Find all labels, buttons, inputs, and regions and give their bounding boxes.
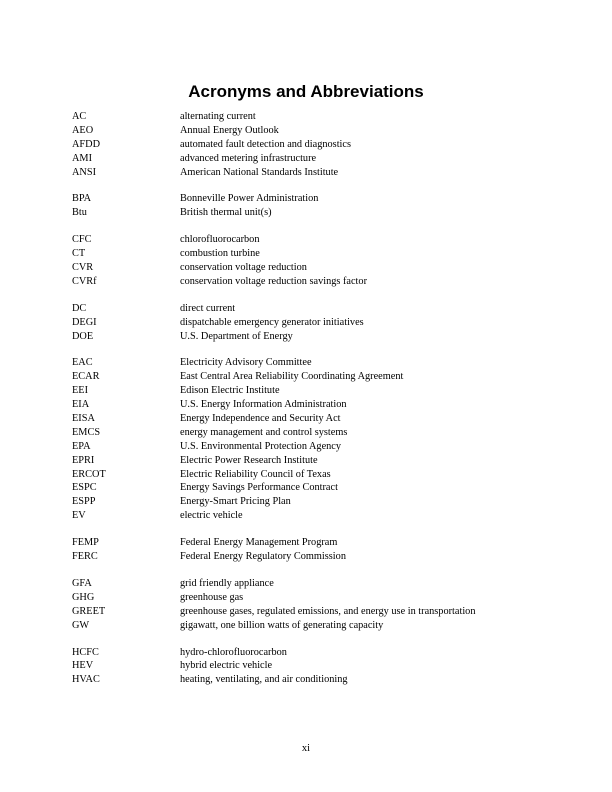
acronym-term: EEI bbox=[72, 385, 89, 397]
acronym-row bbox=[72, 509, 542, 523]
acronym-row bbox=[72, 110, 542, 124]
acronym-row bbox=[72, 659, 542, 673]
acronym-term: EAC bbox=[72, 357, 93, 369]
acronym-row bbox=[72, 577, 542, 591]
acronym-term: DC bbox=[72, 302, 87, 314]
acronym-term: ESPP bbox=[72, 496, 96, 508]
acronym-row bbox=[72, 166, 542, 180]
acronym-term: HEV bbox=[72, 660, 94, 672]
acronym-term: HCFC bbox=[72, 646, 99, 658]
acronym-definition: direct current bbox=[180, 302, 236, 314]
acronym-term: BPA bbox=[72, 193, 92, 205]
acronym-row bbox=[72, 152, 542, 166]
acronym-term: AC bbox=[72, 111, 87, 122]
acronym-definition: U.S. Environmental Protection Agency bbox=[180, 440, 342, 452]
acronym-row bbox=[72, 233, 542, 247]
acronym-row bbox=[72, 370, 542, 384]
acronym-row bbox=[72, 124, 542, 138]
acronym-term: GW bbox=[72, 619, 90, 631]
acronym-definition: chlorofluorocarbon bbox=[180, 234, 260, 246]
acronym-term: CT bbox=[72, 248, 86, 260]
acronym-row bbox=[72, 330, 542, 344]
acronym-row bbox=[72, 591, 542, 605]
acronym-row bbox=[72, 454, 542, 468]
acronym-row bbox=[72, 275, 542, 289]
acronym-definition: British thermal unit(s) bbox=[180, 207, 272, 219]
acronym-row bbox=[72, 619, 542, 633]
acronym-term: EPRI bbox=[72, 454, 95, 466]
acronym-definition: Annual Energy Outlook bbox=[180, 124, 279, 136]
acronym-definition: Bonneville Power Administration bbox=[180, 193, 319, 205]
acronym-definition: Energy-Smart Pricing Plan bbox=[180, 496, 291, 508]
acronym-row bbox=[72, 426, 542, 440]
acronym-group bbox=[72, 646, 542, 688]
acronym-term: EISA bbox=[72, 413, 95, 425]
acronym-definition: conservation voltage reduction bbox=[180, 262, 307, 274]
acronym-term: EIA bbox=[72, 399, 90, 411]
acronym-definition: American National Standards Institute bbox=[180, 166, 339, 178]
acronym-definition: Energy Savings Performance Contract bbox=[180, 482, 338, 494]
acronym-row bbox=[72, 302, 542, 316]
acronym-term: EPA bbox=[72, 440, 91, 452]
acronym-group bbox=[72, 302, 542, 344]
acronym-term: FERC bbox=[72, 551, 98, 563]
acronym-group bbox=[72, 192, 542, 220]
acronym-term: GREET bbox=[72, 605, 106, 617]
acronym-term: EMCS bbox=[72, 426, 101, 438]
acronym-definition: U.S. Department of Energy bbox=[180, 330, 293, 342]
acronym-definition: Federal Energy Regulatory Commission bbox=[180, 551, 346, 563]
acronym-term: FEMP bbox=[72, 537, 99, 549]
acronym-definition: U.S. Energy Information Administration bbox=[180, 399, 347, 411]
acronym-row bbox=[72, 646, 542, 660]
acronym-definition: heating, ventilating, and air conditioning bbox=[180, 674, 348, 686]
acronym-definition: greenhouse gases, regulated emissions, and energy use in transportation bbox=[180, 605, 476, 617]
acronym-definition: East Central Area Reliability Coordinating Agreement bbox=[180, 371, 404, 383]
acronym-definition: energy management and control systems bbox=[180, 426, 348, 438]
acronym-group bbox=[72, 233, 542, 289]
acronym-row bbox=[72, 481, 542, 495]
acronym-row bbox=[72, 550, 542, 564]
acronym-definition: Federal Energy Management Program bbox=[180, 537, 338, 549]
acronym-term: CVRf bbox=[72, 275, 97, 287]
acronym-definition: Energy Independence and Security Act bbox=[180, 413, 341, 425]
acronym-row bbox=[72, 384, 542, 398]
acronym-row bbox=[72, 206, 542, 220]
acronym-row bbox=[72, 398, 542, 412]
acronym-definition: Edison Electric Institute bbox=[180, 385, 280, 397]
acronym-definition: dispatchable emergency generator initiatives bbox=[180, 316, 364, 328]
acronym-term: ERCOT bbox=[72, 468, 106, 480]
acronym-term: AFDD bbox=[72, 138, 101, 150]
acronym-row bbox=[72, 495, 542, 509]
acronym-term: ANSI bbox=[72, 166, 97, 178]
acronym-group bbox=[72, 110, 542, 179]
acronym-row bbox=[72, 605, 542, 619]
acronym-term: EV bbox=[72, 510, 86, 522]
acronym-term: GFA bbox=[72, 577, 92, 589]
acronym-definition: gigawatt, one billion watts of generating capacity bbox=[180, 619, 384, 631]
acronym-group bbox=[72, 536, 542, 564]
acronym-group bbox=[72, 577, 542, 633]
acronym-row bbox=[72, 138, 542, 152]
acronym-definition: conservation voltage reduction savings factor bbox=[180, 275, 367, 287]
acronym-row bbox=[72, 673, 542, 687]
page-number: xi bbox=[301, 743, 311, 754]
acronym-group bbox=[72, 356, 542, 523]
acronym-definition: Electric Power Research Institute bbox=[180, 454, 318, 466]
acronym-row bbox=[72, 412, 542, 426]
acronym-row bbox=[72, 192, 542, 206]
acronym-row bbox=[72, 356, 542, 370]
acronym-definition: Electricity Advisory Committee bbox=[180, 357, 312, 369]
acronym-term: HVAC bbox=[72, 674, 100, 686]
acronym-term: AMI bbox=[72, 152, 93, 164]
acronym-term: DOE bbox=[72, 330, 94, 342]
acronym-row bbox=[72, 440, 542, 454]
acronym-definition: Electric Reliability Council of Texas bbox=[180, 468, 331, 480]
acronym-definition: electric vehicle bbox=[180, 510, 243, 522]
acronym-list bbox=[72, 110, 542, 700]
acronym-definition: hydro-chlorofluorocarbon bbox=[180, 646, 287, 658]
acronym-definition: alternating current bbox=[180, 111, 256, 122]
acronym-definition: automated fault detection and diagnostics bbox=[180, 138, 351, 150]
acronym-definition: grid friendly appliance bbox=[180, 577, 274, 589]
acronym-term: CFC bbox=[72, 234, 92, 246]
acronym-term: CVR bbox=[72, 262, 94, 274]
acronym-term: DEGI bbox=[72, 316, 97, 328]
acronym-term: Btu bbox=[72, 207, 87, 219]
page-title: Acronyms and Abbreviations bbox=[188, 82, 424, 102]
acronym-term: ECAR bbox=[72, 371, 100, 383]
acronym-definition: hybrid electric vehicle bbox=[180, 660, 273, 672]
acronym-definition: greenhouse gas bbox=[180, 591, 244, 603]
acronym-row bbox=[72, 261, 542, 275]
acronym-term: ESPC bbox=[72, 482, 97, 494]
acronym-definition: combustion turbine bbox=[180, 248, 260, 260]
acronym-row bbox=[72, 468, 542, 482]
acronym-term: AEO bbox=[72, 124, 94, 136]
acronym-definition: advanced metering infrastructure bbox=[180, 152, 317, 164]
acronym-row bbox=[72, 316, 542, 330]
acronym-term: GHG bbox=[72, 591, 95, 603]
acronym-row bbox=[72, 247, 542, 261]
acronym-row bbox=[72, 536, 542, 550]
